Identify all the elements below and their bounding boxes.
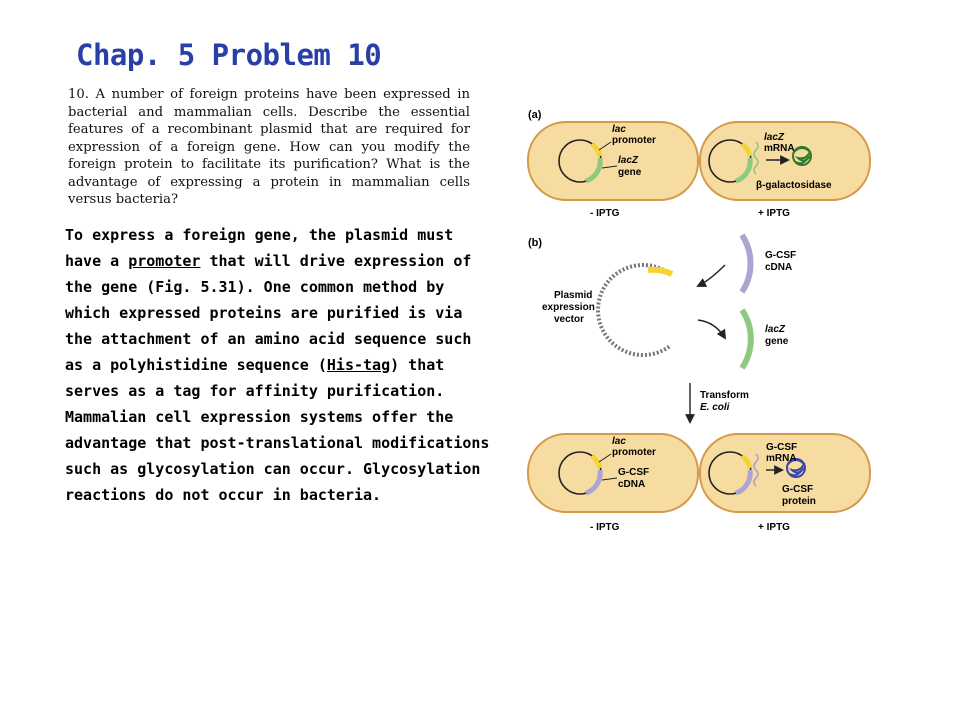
plasmid-label-2: expression bbox=[542, 302, 595, 313]
ecoli-label: E. coli bbox=[700, 402, 730, 413]
lacz-label: lacZ bbox=[618, 155, 639, 166]
panel-b-right-caption: + IPTG bbox=[758, 522, 790, 533]
answer-part-1: To express a foreign gene, the plasmid must have a bbox=[65, 226, 454, 270]
panel-a-label: (a) bbox=[528, 109, 542, 121]
b-lacz-label: lacZ bbox=[765, 324, 786, 335]
plasmid-label-3: vector bbox=[554, 314, 585, 325]
panel-a-left-caption: - IPTG bbox=[590, 208, 620, 219]
panel-b-label: (b) bbox=[528, 237, 543, 249]
b-promoter-label: promoter bbox=[612, 447, 656, 458]
problem-statement: 10. A number of foreign proteins have been expressed in bacterial and mammalian cells. Describe the essential features of a recombinant plasmid that are required for expression of a foreign gene. How can you modify the foreign protein to facilitate its purification? What is the advantage of expressing a protein in mammalian cells versus bacteria? bbox=[68, 87, 470, 207]
mrna-label: mRNA bbox=[764, 143, 795, 154]
page-title: Chap. 5 Problem 10 bbox=[76, 38, 382, 72]
b-lac-label: lac bbox=[612, 436, 626, 447]
answer-part-2: that will drive expression of the gene (Fig. 5.31). One common method by which expressed proteins are purified is via the attachment of an amino acid sequence such as a polyhistidine sequence ( bbox=[65, 252, 472, 374]
transform-label: Transform bbox=[700, 390, 749, 401]
promoter-term: promoter bbox=[128, 252, 201, 270]
plasmid-label-1: Plasmid bbox=[554, 290, 593, 301]
lacz-mrna-label: lacZ bbox=[764, 132, 785, 143]
panel-b-right-cell bbox=[700, 434, 870, 512]
gcsf-mrna-label: G-CSF bbox=[766, 442, 798, 453]
b-gene-label: gene bbox=[765, 336, 789, 347]
cdna-label: cDNA bbox=[765, 262, 793, 273]
b-mrna-label: mRNA bbox=[766, 453, 797, 464]
b-gcsf-label: G-CSF bbox=[618, 467, 650, 478]
protein-label: protein bbox=[782, 496, 816, 507]
panel-b-left-caption: - IPTG bbox=[590, 522, 620, 533]
lac-label: lac bbox=[612, 124, 626, 135]
answer-text bbox=[65, 222, 490, 508]
answer-part-3: ) that serves as a tag for affinity purification. Mammalian cell expression systems offer the advantage that post-translational modifications such as glycosylation can occur. Glycosylation reactions do not occur in bacteria. bbox=[65, 356, 490, 504]
panel-a-right-caption: + IPTG bbox=[758, 208, 790, 219]
expression-figure bbox=[520, 100, 832, 550]
plasmid-vector bbox=[598, 265, 672, 355]
gene-label: gene bbox=[618, 167, 642, 178]
gcsf-label: G-CSF bbox=[765, 250, 797, 261]
panel-a-left-cell bbox=[528, 122, 698, 200]
gcsf-protein-label: G-CSF bbox=[782, 484, 814, 495]
histag-term: His-tag bbox=[326, 356, 391, 374]
b-cdna-label: cDNA bbox=[618, 479, 646, 490]
panel-b-left-cell bbox=[528, 434, 698, 512]
panel-a-right-cell bbox=[700, 122, 870, 200]
beta-galactosidase-label: β-galactosidase bbox=[756, 180, 832, 191]
promoter-label: promoter bbox=[612, 135, 656, 146]
